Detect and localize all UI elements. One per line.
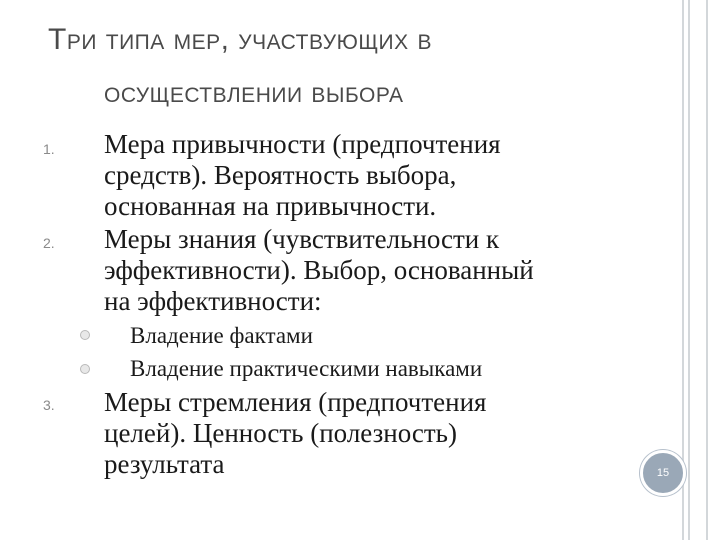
decorative-rail <box>682 0 684 540</box>
item-text-line: на эффективности: <box>104 286 322 316</box>
decorative-rail <box>706 0 708 540</box>
item-text-line: Меры стремления (предпочтения <box>104 387 487 417</box>
item-number: 2. <box>43 235 55 251</box>
item-text-line: результата <box>104 449 225 479</box>
bullet-icon <box>80 364 90 374</box>
item-text-line: целей). Ценность (полезность) <box>104 418 457 448</box>
item-text-line: эффективности). Выбор, основанный <box>104 255 534 285</box>
page-number-badge: 15 <box>640 450 686 496</box>
subitem-text: Владение практическими навыками <box>130 356 483 381</box>
bullet-icon <box>80 330 90 340</box>
decorative-rail <box>688 0 690 540</box>
slide-title-line-1: Три типа мер, участвующих в <box>48 23 432 56</box>
subitem-text: Владение фактами <box>130 323 313 348</box>
item-text-line: Меры знания (чувствительности к <box>104 224 500 254</box>
item-text-line: средств). Вероятность выбора, <box>104 160 457 190</box>
item-number: 1. <box>43 141 55 157</box>
item-number: 3. <box>43 397 55 413</box>
item-text-line: основанная на привычности. <box>104 191 437 221</box>
item-text-line: Мера привычности (предпочтения <box>104 129 501 159</box>
slide-title-line-2: осуществлении выбора <box>104 76 404 109</box>
